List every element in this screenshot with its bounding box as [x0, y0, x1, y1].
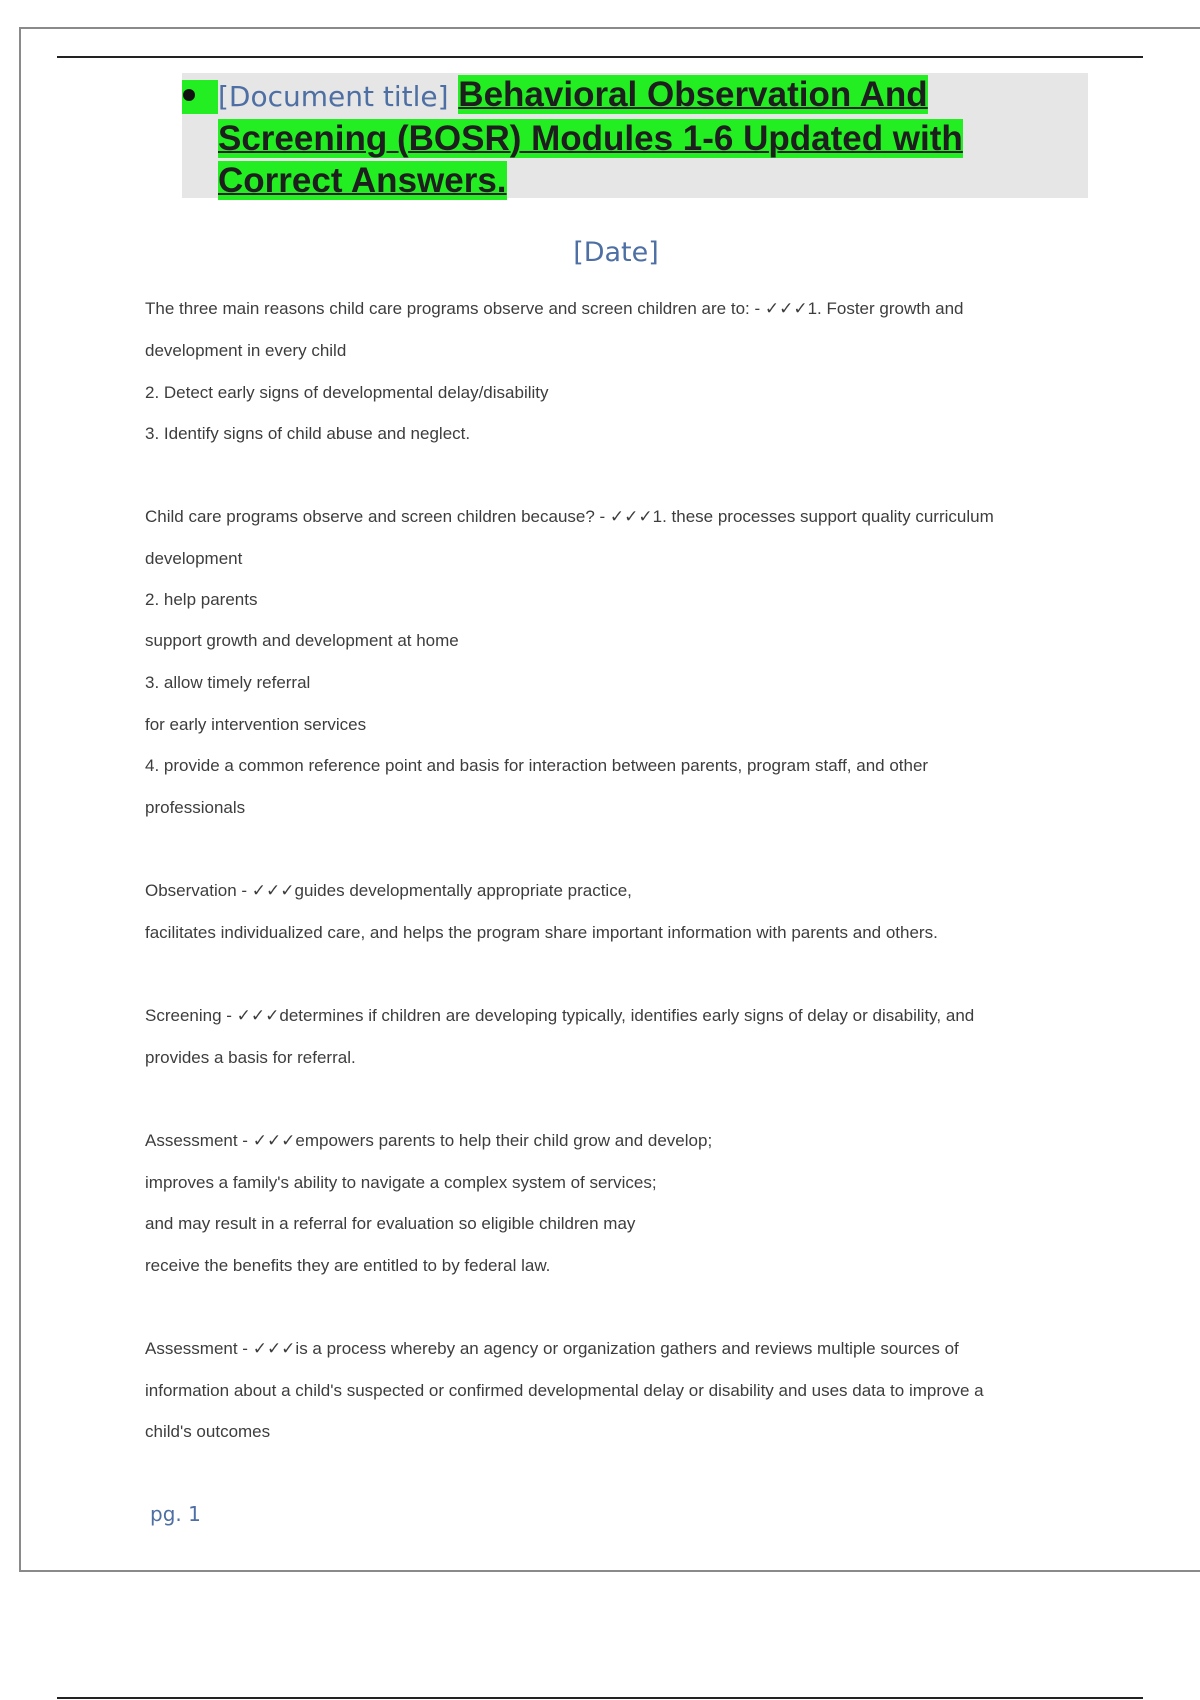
- date-placeholder: [Date]: [573, 237, 659, 268]
- paragraph-gap: [145, 1286, 1085, 1328]
- body-line: 3. Identify signs of child abuse and neglect.: [145, 424, 471, 443]
- paragraph-gap: [145, 953, 1085, 995]
- body-line: Child care programs observe and screen children because? - ✓✓✓1. these processes support quality curriculum: [145, 507, 994, 526]
- title-placeholder-label: [Document title]: [218, 80, 449, 113]
- footer-rule: [57, 1697, 1143, 1699]
- title-main-text: Behavioral Observation And Screening (BOSR) Modules 1-6 Updated with Correct Answers.: [218, 75, 963, 200]
- page-number: pg. 1: [150, 1502, 201, 1526]
- header-rule: [57, 56, 1143, 58]
- body-line: The three main reasons child care programs observe and screen children are to: - ✓✓✓1. Foster growth and: [145, 299, 964, 318]
- body-line: 4. provide a common reference point and basis for interaction between parents, program staff, and other: [145, 756, 929, 775]
- body-line: 3. allow timely referral: [145, 673, 311, 692]
- body-text: [145, 288, 1085, 1453]
- body-line: and may result in a referral for evaluation so eligible children may: [145, 1214, 636, 1233]
- body-line: development: [145, 549, 243, 568]
- paragraph-gap: [145, 1078, 1085, 1120]
- body-line: 2. Detect early signs of developmental delay/disability: [145, 383, 549, 402]
- document-title: [218, 74, 1018, 202]
- body-line: professionals: [145, 798, 246, 817]
- body-line: Assessment - ✓✓✓empowers parents to help their child grow and develop;: [145, 1131, 713, 1150]
- body-line: development in every child: [145, 341, 347, 360]
- body-line: for early intervention services: [145, 715, 367, 734]
- body-line: information about a child's suspected or confirmed developmental delay or disability and uses data to improve a: [145, 1381, 984, 1400]
- body-line: receive the benefits they are entitled to by federal law.: [145, 1256, 551, 1275]
- body-line: provides a basis for referral.: [145, 1048, 356, 1067]
- body-line: improves a family's ability to navigate a complex system of services;: [145, 1173, 657, 1192]
- body-line: 2. help parents: [145, 590, 258, 609]
- body-line: Observation - ✓✓✓guides developmentally appropriate practice,: [145, 881, 632, 900]
- body-line: support growth and development at home: [145, 631, 459, 650]
- body-line: Screening - ✓✓✓determines if children are developing typically, identifies early signs of delay or disability, and: [145, 1006, 975, 1025]
- body-line: child's outcomes: [145, 1422, 271, 1441]
- bullet-icon: [183, 89, 195, 101]
- body-line: facilitates individualized care, and helps the program share important information with parents and others.: [145, 923, 938, 942]
- paragraph-gap: [145, 828, 1085, 870]
- body-line: Assessment - ✓✓✓is a process whereby an agency or organization gathers and reviews multiple sources of: [145, 1339, 959, 1358]
- paragraph-gap: [145, 454, 1085, 496]
